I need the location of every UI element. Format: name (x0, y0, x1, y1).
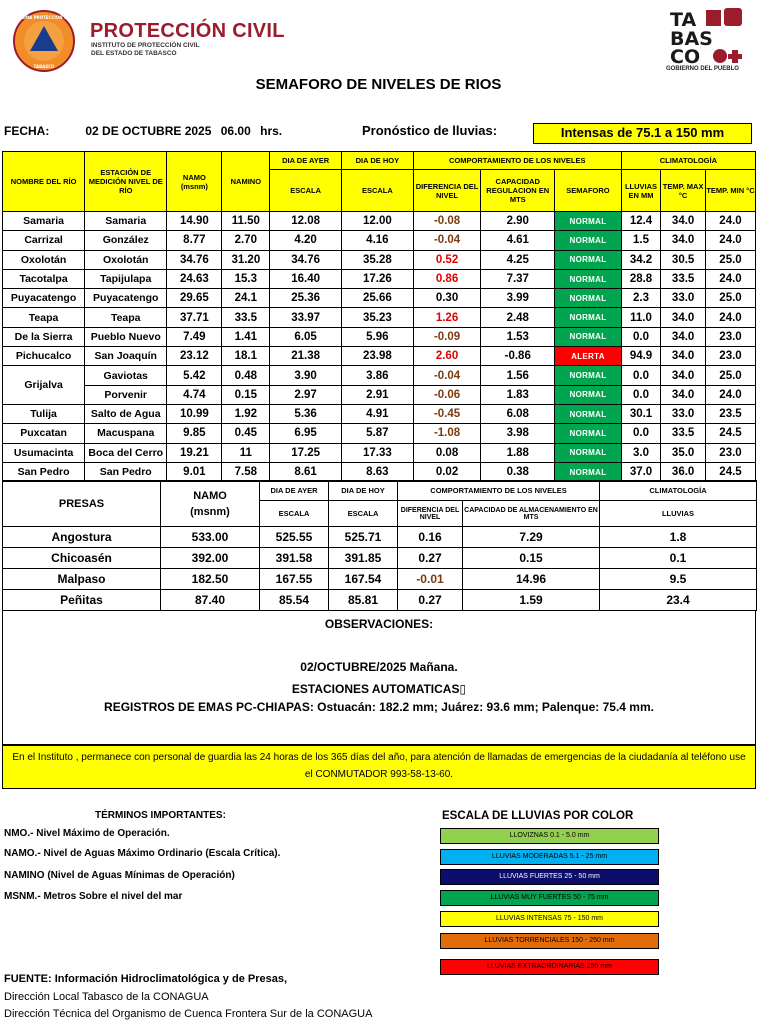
temp-min-value: 24.0 (705, 212, 755, 231)
forecast-label: Pronóstico de lluvias: (362, 123, 498, 138)
dam-name: Peñitas (3, 590, 161, 611)
river-row (3, 404, 756, 423)
scale-yesterday-value: 34.76 (270, 250, 342, 269)
namo-value: 5.42 (167, 366, 222, 385)
namino-value: 24.1 (222, 289, 270, 308)
source-title: FUENTE: Información Hidroclimatológica y de Presas, (4, 973, 288, 985)
namino-value: 18.1 (222, 347, 270, 366)
station-name: Tapijulapa (85, 269, 167, 288)
scale-yesterday-value: 5.36 (270, 404, 342, 423)
station-name: Teapa (85, 308, 167, 327)
temp-min-value: 24.0 (705, 385, 755, 404)
scale-today-value: 4.16 (342, 231, 414, 250)
capacity-value: 2.90 (481, 212, 555, 231)
dams-namo-label: NAMO (193, 489, 227, 502)
river-row (3, 327, 756, 346)
difference-value: 0.52 (413, 250, 481, 269)
col-header-difference: DIFERENCIA DEL NIVEL (413, 170, 481, 212)
namino-value: 15.3 (222, 269, 270, 288)
col-header-temp-min: TEMP. MIN °C (705, 170, 755, 212)
semaphore-status-badge: NORMAL (555, 443, 622, 462)
namo-value: 24.63 (167, 269, 222, 288)
observations-stations: ESTACIONES AUTOMATICAS▯ (291, 682, 467, 696)
temp-min-value: 24.5 (705, 424, 755, 443)
river-row (3, 443, 756, 462)
rain-scale-bar: LLUVIAS MUY FUERTES 50 - 75 mm (440, 890, 659, 906)
rain-scale-bar: LLUVIAS INTENSAS 75 - 150 mm (440, 911, 659, 927)
station-name: Boca del Cerro (85, 443, 167, 462)
emergency-note: En el Instituto , permanece con personal de guardia las 24 horas de los 365 días del año, para atención de llamadas de emergencias de la ciudadanía al teléfono use el CONMUTADOR 993-58-13-60. (2, 745, 756, 789)
col-header-river: NOMBRE DEL RÍO (3, 152, 85, 212)
date-label: FECHA: (4, 124, 50, 138)
river-row (3, 250, 756, 269)
temp-max-value: 33.0 (661, 289, 706, 308)
observations-records: REGISTROS DE EMAS PC-CHIAPAS: Ostuacán: 182.2 mm; Juárez: 93.6 mm; Palenque: 75.4 mm. (104, 700, 654, 714)
river-row (3, 289, 756, 308)
rain-scale-bar: LLUVIAS MODERADAS 5.1 - 25 mm (440, 849, 659, 865)
dams-header-climatology: CLIMATOLOGÍA (600, 481, 757, 501)
temp-max-value: 34.0 (661, 385, 706, 404)
temp-max-value: 34.0 (661, 327, 706, 346)
temp-max-value: 30.5 (661, 250, 706, 269)
rain-value: 1.5 (621, 231, 661, 250)
station-name: San Pedro (85, 462, 167, 481)
semaphore-status-badge: NORMAL (555, 231, 622, 250)
scale-today-value: 35.28 (342, 250, 414, 269)
time-value: 06.00 (220, 124, 251, 138)
source-line: Dirección Local Tabasco de la CONAGUA (4, 991, 209, 1003)
semaphore-status-badge: NORMAL (555, 327, 622, 346)
dams-header-today: DIA DE HOY (329, 481, 398, 501)
river-row (3, 308, 756, 327)
semaphore-status-badge: NORMAL (555, 404, 622, 423)
rain-value: 2.3 (621, 289, 661, 308)
namino-value: 0.48 (222, 366, 270, 385)
dam-difference-value: -0.01 (398, 569, 463, 590)
scale-yesterday-value: 33.97 (270, 308, 342, 327)
term-item: NAMO.- Nivel de Aguas Máximo Ordinario (Escala Crítica). (4, 848, 281, 859)
river-name: Puyacatengo (3, 289, 85, 308)
river-row (3, 347, 756, 366)
dam-scale-yesterday-value: 525.55 (260, 527, 329, 548)
semaphore-status-badge: NORMAL (555, 462, 622, 481)
scale-today-value: 4.91 (342, 404, 414, 423)
semaphore-status-badge: NORMAL (555, 212, 622, 231)
dam-name: Angostura (3, 527, 161, 548)
river-name: Carrizal (3, 231, 85, 250)
dams-header-behavior: COMPORTAMIENTO DE LOS NIVELES (398, 481, 600, 501)
scale-yesterday-value: 12.08 (270, 212, 342, 231)
temp-min-value: 24.5 (705, 462, 755, 481)
scale-yesterday-value: 6.05 (270, 327, 342, 346)
station-name: Macuspana (85, 424, 167, 443)
river-name: Puxcatan (3, 424, 85, 443)
dam-capacity-value: 1.59 (463, 590, 600, 611)
col-header-temp-max: TEMP. MAX °C (661, 170, 706, 212)
dam-capacity-value: 0.15 (463, 548, 600, 569)
rivers-table (2, 151, 756, 482)
temp-min-value: 24.0 (705, 269, 755, 288)
org-sub2: DEL ESTADO DE TABASCO (91, 50, 177, 57)
station-name: Salto de Agua (85, 404, 167, 423)
capacity-value: -0.86 (481, 347, 555, 366)
river-name: Pichucalco (3, 347, 85, 366)
org-subtitle (91, 42, 200, 58)
rain-value: 30.1 (621, 404, 661, 423)
seal-text-top: SISTEMA PROTECCIÓN CIVIL (12, 15, 76, 20)
dams-header-rain: LLUVIAS (600, 501, 757, 527)
rain-scale-title: ESCALA DE LLUVIAS POR COLOR (442, 810, 634, 822)
temp-min-value: 23.0 (705, 443, 755, 462)
term-item: NAMINO (Nivel de Aguas Mínimas de Operación) (4, 870, 235, 881)
temp-max-value: 33.0 (661, 404, 706, 423)
page-header (0, 0, 757, 80)
station-name: Pueblo Nuevo (85, 327, 167, 346)
temp-min-value: 24.0 (705, 308, 755, 327)
rain-scale-bar: LLUVIAS FUERTES 25 - 50 mm (440, 869, 659, 885)
namo-value: 8.77 (167, 231, 222, 250)
station-name: Samaria (85, 212, 167, 231)
state-logo-line1: TA (670, 9, 697, 31)
dam-scale-yesterday-value: 85.54 (260, 590, 329, 611)
observations-title: OBSERVACIONES: (324, 617, 434, 631)
difference-value: 0.86 (413, 269, 481, 288)
temp-max-value: 33.5 (661, 269, 706, 288)
capacity-value: 3.98 (481, 424, 555, 443)
scale-today-value: 17.33 (342, 443, 414, 462)
dam-namo-value: 87.40 (161, 590, 260, 611)
scale-today-value: 35.23 (342, 308, 414, 327)
col-header-namino: NAMINO (222, 152, 270, 212)
dam-scale-today-value: 85.81 (329, 590, 398, 611)
capacity-value: 3.99 (481, 289, 555, 308)
scale-yesterday-value: 2.97 (270, 385, 342, 404)
col-header-scale-yesterday: ESCALA (270, 170, 342, 212)
namino-value: 2.70 (222, 231, 270, 250)
dam-namo-value: 182.50 (161, 569, 260, 590)
scale-today-value: 5.87 (342, 424, 414, 443)
river-row (3, 212, 756, 231)
river-name: Grijalva (3, 366, 85, 405)
station-name: Porvenir (85, 385, 167, 404)
dams-header-namo (161, 481, 260, 527)
rain-value: 0.0 (621, 385, 661, 404)
capacity-value: 6.08 (481, 404, 555, 423)
difference-value: -0.06 (413, 385, 481, 404)
rain-value: 34.2 (621, 250, 661, 269)
rain-value: 28.8 (621, 269, 661, 288)
col-header-yesterday: DIA DE AYER (270, 152, 342, 170)
org-sub1: INSTITUTO DE PROTECCIÓN CIVIL (91, 42, 200, 49)
rain-value: 94.9 (621, 347, 661, 366)
scale-today-value: 25.66 (342, 289, 414, 308)
station-name: Oxolotán (85, 250, 167, 269)
rain-value: 0.0 (621, 366, 661, 385)
rain-value: 11.0 (621, 308, 661, 327)
river-row (3, 424, 756, 443)
col-header-namo (167, 152, 222, 212)
dam-row (3, 590, 757, 611)
river-name: Teapa (3, 308, 85, 327)
dams-namo-unit: (msnm) (190, 505, 230, 518)
dams-table (2, 480, 757, 611)
river-name: Usumacinta (3, 443, 85, 462)
dams-header-capacity: CAPACIDAD DE ALMACENAMIENTO EN MTS (463, 501, 600, 527)
river-row (3, 231, 756, 250)
semaphore-status-badge: NORMAL (555, 385, 622, 404)
river-name: De la Sierra (3, 327, 85, 346)
dams-header-difference: DIFERENCIA DEL NIVEL (398, 501, 463, 527)
dam-name: Chicoasén (3, 548, 161, 569)
dam-scale-yesterday-value: 167.55 (260, 569, 329, 590)
forecast-value: Intensas de 75.1 a 150 mm (533, 123, 752, 144)
river-row (3, 366, 756, 385)
col-header-climatology: CLIMATOLOGÍA (621, 152, 755, 170)
difference-value: 0.08 (413, 443, 481, 462)
observations-box (2, 611, 756, 745)
seal-text-bottom: TABASCO (33, 64, 55, 69)
namo-label: NAMO (182, 172, 206, 182)
capacity-value: 1.83 (481, 385, 555, 404)
rain-value: 0.0 (621, 327, 661, 346)
capacity-value: 0.38 (481, 462, 555, 481)
state-logo-line3: CO (670, 46, 701, 68)
dam-scale-today-value: 167.54 (329, 569, 398, 590)
dam-row (3, 569, 757, 590)
col-header-semaphore: SEMAFORO (555, 170, 622, 212)
dam-difference-value: 0.27 (398, 590, 463, 611)
river-name: Tacotalpa (3, 269, 85, 288)
semaphore-status-badge: NORMAL (555, 366, 622, 385)
dam-rain-value: 23.4 (600, 590, 757, 611)
capacity-value: 1.53 (481, 327, 555, 346)
difference-value: -0.08 (413, 212, 481, 231)
state-logo-line2: BAS (670, 28, 713, 50)
namino-value: 31.20 (222, 250, 270, 269)
difference-value: 1.26 (413, 308, 481, 327)
temp-min-value: 25.0 (705, 366, 755, 385)
station-name: Gaviotas (85, 366, 167, 385)
rain-value: 12.4 (621, 212, 661, 231)
proteccion-civil-seal-icon (10, 10, 78, 72)
scale-today-value: 12.00 (342, 212, 414, 231)
namo-value: 14.90 (167, 212, 222, 231)
date-value: 02 DE OCTUBRE 2025 (85, 124, 212, 138)
col-header-rain: LLUVIAS EN MM (621, 170, 661, 212)
difference-value: 0.02 (413, 462, 481, 481)
scale-today-value: 17.26 (342, 269, 414, 288)
river-row (3, 385, 756, 404)
namino-value: 7.58 (222, 462, 270, 481)
difference-value: -0.09 (413, 327, 481, 346)
rain-value: 0.0 (621, 424, 661, 443)
namo-value: 4.74 (167, 385, 222, 404)
namo-value: 9.01 (167, 462, 222, 481)
semaphore-status-badge: ALERTA (555, 347, 622, 366)
temp-max-value: 34.0 (661, 308, 706, 327)
dam-capacity-value: 7.29 (463, 527, 600, 548)
dams-header-scale-today: ESCALA (329, 501, 398, 527)
temp-max-value: 34.0 (661, 366, 706, 385)
term-item: NMO.- Nivel Máximo de Operación. (4, 828, 170, 839)
rain-scale-bar: LLUVIAS EXTRAORDINARIAS 250 mm (440, 959, 659, 975)
namo-value: 34.76 (167, 250, 222, 269)
semaphore-status-badge: NORMAL (555, 289, 622, 308)
col-header-capacity: CAPACIDAD REGULACION EN MTS (481, 170, 555, 212)
temp-max-value: 33.5 (661, 424, 706, 443)
page-title: SEMAFORO DE NIVELES DE RIOS (255, 76, 502, 93)
scale-yesterday-value: 4.20 (270, 231, 342, 250)
state-logo-subtitle: GOBIERNO DEL PUEBLO (666, 66, 739, 72)
rain-value: 37.0 (621, 462, 661, 481)
station-name: González (85, 231, 167, 250)
dam-rain-value: 0.1 (600, 548, 757, 569)
namino-value: 11.50 (222, 212, 270, 231)
namo-value: 29.65 (167, 289, 222, 308)
difference-value: -0.45 (413, 404, 481, 423)
source-line: Dirección Técnica del Organismo de Cuenca Frontera Sur de la CONAGUA (4, 1008, 373, 1020)
dam-scale-today-value: 525.71 (329, 527, 398, 548)
dam-name: Malpaso (3, 569, 161, 590)
semaphore-status-badge: NORMAL (555, 269, 622, 288)
term-item: MSNM.- Metros Sobre el nivel del mar (4, 891, 183, 902)
capacity-value: 2.48 (481, 308, 555, 327)
temp-min-value: 25.0 (705, 250, 755, 269)
dam-capacity-value: 14.96 (463, 569, 600, 590)
temp-max-value: 34.0 (661, 212, 706, 231)
difference-value: 0.30 (413, 289, 481, 308)
temp-max-value: 34.0 (661, 231, 706, 250)
capacity-value: 1.88 (481, 443, 555, 462)
rain-scale-bar: LLOVIZNAS 0.1 - 5.0 mm (440, 828, 659, 844)
namo-value: 37.71 (167, 308, 222, 327)
scale-yesterday-value: 21.38 (270, 347, 342, 366)
semaphore-status-badge: NORMAL (555, 424, 622, 443)
temp-min-value: 24.0 (705, 231, 755, 250)
namino-value: 0.15 (222, 385, 270, 404)
date-row (4, 124, 282, 138)
river-name: Oxolotán (3, 250, 85, 269)
namino-value: 1.92 (222, 404, 270, 423)
dam-row (3, 527, 757, 548)
namo-unit: (msnm) (180, 181, 208, 191)
scale-today-value: 23.98 (342, 347, 414, 366)
scale-yesterday-value: 8.61 (270, 462, 342, 481)
dam-row (3, 548, 757, 569)
dams-header-scale-yesterday: ESCALA (260, 501, 329, 527)
dam-difference-value: 0.27 (398, 548, 463, 569)
namino-value: 1.41 (222, 327, 270, 346)
river-row (3, 462, 756, 481)
terms-title: TÉRMINOS IMPORTANTES: (95, 810, 226, 821)
namino-value: 0.45 (222, 424, 270, 443)
difference-value: 2.60 (413, 347, 481, 366)
namino-value: 33.5 (222, 308, 270, 327)
dam-namo-value: 533.00 (161, 527, 260, 548)
col-header-behavior: COMPORTAMIENTO DE LOS NIVELES (413, 152, 621, 170)
scale-today-value: 3.86 (342, 366, 414, 385)
rain-scale-bar: LLUVIAS TORRENCIALES 150 - 250 mm (440, 933, 659, 949)
dam-rain-value: 1.8 (600, 527, 757, 548)
difference-value: -0.04 (413, 231, 481, 250)
col-header-today: DIA DE HOY (342, 152, 414, 170)
temp-max-value: 36.0 (661, 462, 706, 481)
temp-min-value: 23.0 (705, 347, 755, 366)
namo-value: 10.99 (167, 404, 222, 423)
scale-yesterday-value: 16.40 (270, 269, 342, 288)
scale-yesterday-value: 17.25 (270, 443, 342, 462)
semaphore-status-badge: NORMAL (555, 308, 622, 327)
rain-value: 3.0 (621, 443, 661, 462)
scale-yesterday-value: 6.95 (270, 424, 342, 443)
dam-namo-value: 392.00 (161, 548, 260, 569)
temp-min-value: 23.0 (705, 327, 755, 346)
river-name: Tulija (3, 404, 85, 423)
dam-scale-yesterday-value: 391.58 (260, 548, 329, 569)
temp-min-value: 25.0 (705, 289, 755, 308)
station-name: Puyacatengo (85, 289, 167, 308)
org-name: PROTECCIÓN CIVIL (90, 20, 285, 42)
difference-value: -0.04 (413, 366, 481, 385)
namo-value: 23.12 (167, 347, 222, 366)
scale-today-value: 5.96 (342, 327, 414, 346)
col-header-scale-today: ESCALA (342, 170, 414, 212)
dams-header-yesterday: DIA DE AYER (260, 481, 329, 501)
time-unit: hrs. (260, 124, 283, 138)
capacity-value: 4.61 (481, 231, 555, 250)
namo-value: 19.21 (167, 443, 222, 462)
river-row (3, 269, 756, 288)
col-header-station: ESTACIÓN DE MEDICIÓN NIVEL DE RÍO (85, 152, 167, 212)
scale-today-value: 8.63 (342, 462, 414, 481)
semaphore-status-badge: NORMAL (555, 250, 622, 269)
temp-max-value: 34.0 (661, 347, 706, 366)
capacity-value: 4.25 (481, 250, 555, 269)
temp-min-value: 23.5 (705, 404, 755, 423)
river-name: San Pedro (3, 462, 85, 481)
capacity-value: 1.56 (481, 366, 555, 385)
scale-today-value: 2.91 (342, 385, 414, 404)
scale-yesterday-value: 25.36 (270, 289, 342, 308)
temp-max-value: 35.0 (661, 443, 706, 462)
dam-rain-value: 9.5 (600, 569, 757, 590)
difference-value: -1.08 (413, 424, 481, 443)
river-name: Samaria (3, 212, 85, 231)
dams-header-presas: PRESAS (3, 481, 161, 527)
station-name: San Joaquín (85, 347, 167, 366)
namo-value: 9.85 (167, 424, 222, 443)
dam-scale-today-value: 391.85 (329, 548, 398, 569)
scale-yesterday-value: 3.90 (270, 366, 342, 385)
namo-value: 7.49 (167, 327, 222, 346)
capacity-value: 7.37 (481, 269, 555, 288)
namino-value: 11 (222, 443, 270, 462)
observations-date: 02/OCTUBRE/2025 Mañana. (300, 660, 458, 674)
dam-difference-value: 0.16 (398, 527, 463, 548)
